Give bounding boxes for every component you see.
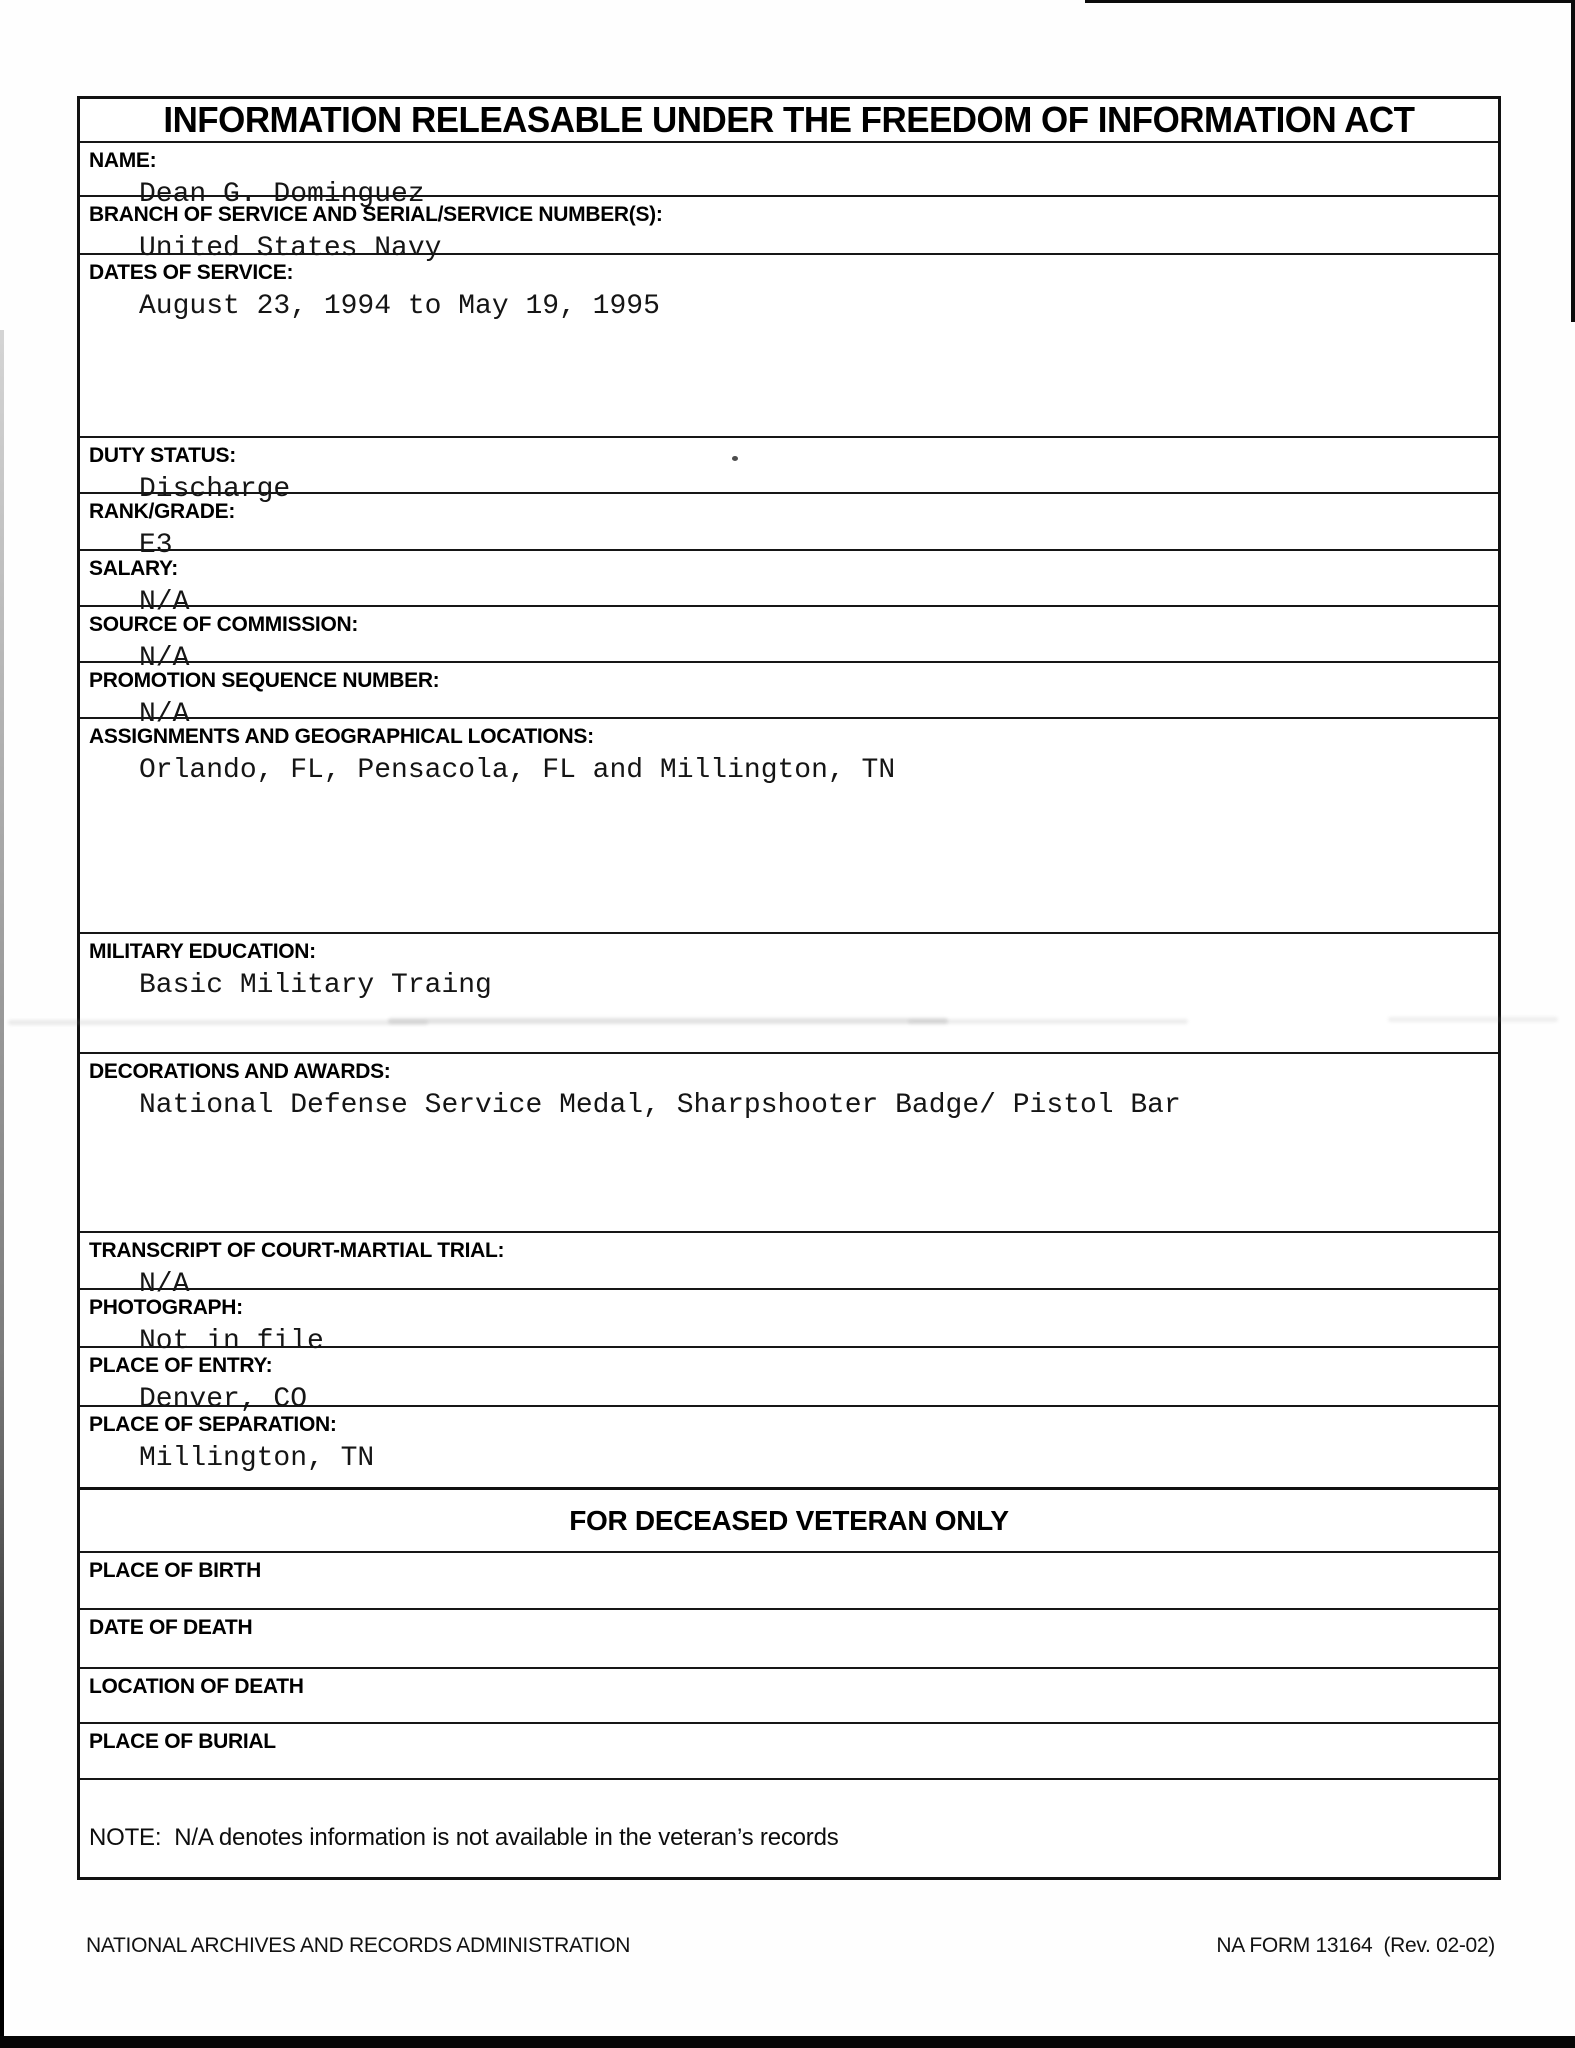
field-value-assignments-locations: Orlando, FL, Pensacola, FL and Millington, TN xyxy=(139,755,896,787)
field-label-branch-of-service: BRANCH OF SERVICE AND SERIAL/SERVICE NUMBER(S): xyxy=(89,203,663,226)
page-footer xyxy=(86,1934,1495,1958)
field-row-court-martial-transcript xyxy=(80,1231,1498,1301)
field-label-location-of-death: LOCATION OF DEATH xyxy=(89,1675,304,1698)
field-value-rank-grade: E3 xyxy=(139,530,173,562)
field-row-place-of-burial xyxy=(80,1722,1498,1778)
scan-edge-right xyxy=(1571,0,1575,322)
field-row-date-of-death xyxy=(80,1608,1498,1667)
footer-form-number: NA FORM 13164 (Rev. 02-02) xyxy=(1216,1934,1495,1957)
field-value-military-education: Basic Military Traing xyxy=(139,970,492,1002)
field-row-duty-status xyxy=(80,436,1498,506)
field-label-duty-status: DUTY STATUS: xyxy=(89,444,236,467)
deceased-section-header: FOR DECEASED VETERAN ONLY xyxy=(569,1504,1009,1536)
field-label-military-education: MILITARY EDUCATION: xyxy=(89,940,316,963)
field-value-branch-of-service: United States Navy xyxy=(139,233,442,265)
field-row-dates-of-service xyxy=(80,253,1498,436)
field-value-duty-status: Discharge xyxy=(139,474,291,506)
field-value-place-of-entry: Denver, CO xyxy=(139,1384,308,1416)
field-value-dates-of-service: August 23, 1994 to May 19, 1995 xyxy=(139,291,660,323)
field-value-place-of-separation: Millington, TN xyxy=(139,1443,375,1475)
field-row-name xyxy=(80,141,1498,211)
field-label-decorations-awards: DECORATIONS AND AWARDS: xyxy=(89,1060,391,1083)
field-label-assignments-locations: ASSIGNMENTS AND GEOGRAPHICAL LOCATIONS: xyxy=(89,725,594,748)
field-label-place-of-burial: PLACE OF BURIAL xyxy=(89,1730,276,1753)
scan-edge-bottom xyxy=(0,2036,1575,2048)
field-label-place-of-separation: PLACE OF SEPARATION: xyxy=(89,1413,337,1436)
field-row-photograph xyxy=(80,1288,1498,1358)
scan-edge-top-right xyxy=(1085,0,1575,3)
field-value-court-martial-transcript: N/A xyxy=(139,1269,190,1301)
form-title-row xyxy=(80,99,1498,141)
note-row xyxy=(80,1778,1498,1877)
field-value-decorations-awards: National Defense Service Medal, Sharpshooter Badge/ Pistol Bar xyxy=(139,1090,1181,1122)
foia-form-table xyxy=(77,96,1501,1880)
scan-stray-dot-artifact xyxy=(732,456,738,461)
deceased-section-header-row xyxy=(80,1487,1498,1551)
field-value-source-of-commission: N/A xyxy=(139,643,190,675)
field-label-photograph: PHOTOGRAPH: xyxy=(89,1296,243,1319)
form-title: INFORMATION RELEASABLE UNDER THE FREEDOM OF INFORMATION ACT xyxy=(163,99,1415,140)
field-label-salary: SALARY: xyxy=(89,557,178,580)
field-label-date-of-death: DATE OF DEATH xyxy=(89,1616,253,1639)
field-label-promotion-sequence-number: PROMOTION SEQUENCE NUMBER: xyxy=(89,669,440,692)
field-row-decorations-awards xyxy=(80,1052,1498,1231)
field-label-source-of-commission: SOURCE OF COMMISSION: xyxy=(89,613,359,636)
field-row-place-of-birth xyxy=(80,1551,1498,1608)
field-row-salary xyxy=(80,549,1498,619)
field-row-location-of-death xyxy=(80,1667,1498,1722)
field-label-name: NAME: xyxy=(89,149,157,172)
footer-agency-name: NATIONAL ARCHIVES AND RECORDS ADMINISTRATION xyxy=(86,1934,631,1957)
field-label-court-martial-transcript: TRANSCRIPT OF COURT-MARTIAL TRIAL: xyxy=(89,1239,505,1262)
field-row-place-of-separation xyxy=(80,1405,1498,1487)
scan-edge-left xyxy=(0,330,4,2048)
field-row-assignments-locations xyxy=(80,717,1498,932)
field-row-rank-grade xyxy=(80,492,1498,562)
field-label-place-of-birth: PLACE OF BIRTH xyxy=(89,1559,261,1582)
field-value-name: Dean G. Dominguez xyxy=(139,179,425,211)
field-row-branch-of-service xyxy=(80,195,1498,265)
field-row-military-education xyxy=(80,932,1498,1052)
field-row-source-of-commission xyxy=(80,605,1498,675)
field-value-salary: N/A xyxy=(139,587,190,619)
field-label-place-of-entry: PLACE OF ENTRY: xyxy=(89,1354,273,1377)
field-row-promotion-sequence-number xyxy=(80,661,1498,731)
field-value-photograph: Not in file xyxy=(139,1326,324,1358)
field-value-promotion-sequence-number: N/A xyxy=(139,699,190,731)
field-label-dates-of-service: DATES OF SERVICE: xyxy=(89,261,294,284)
field-label-rank-grade: RANK/GRADE: xyxy=(89,500,236,523)
note-text: NOTE: N/A denotes information is not available in the veteran’s records xyxy=(89,1824,839,1851)
field-row-place-of-entry xyxy=(80,1346,1498,1416)
